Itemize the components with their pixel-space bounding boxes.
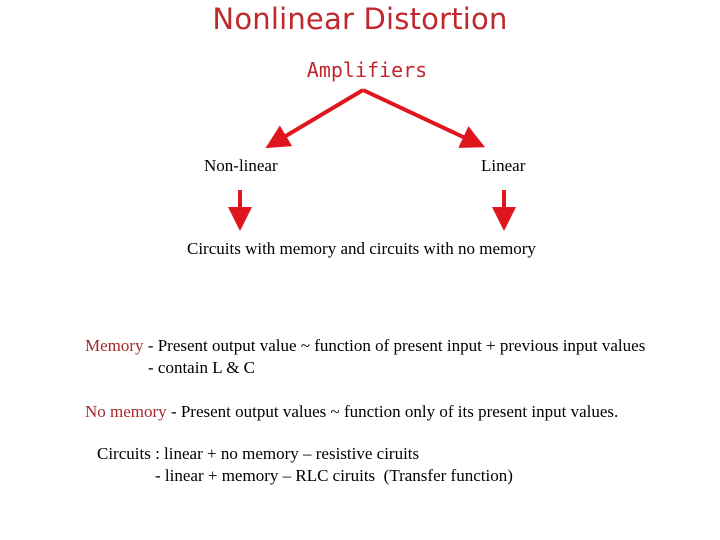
node-linear: Linear (481, 156, 526, 175)
root-node-amplifiers: Amplifiers (306, 58, 428, 82)
slide-title: Nonlinear Distortion (212, 2, 508, 36)
memory-definition (85, 336, 645, 356)
circuits-line-2: - linear + memory – RLC ciruits (Transfer function) (155, 466, 513, 485)
memory-subtext: - contain L & C (148, 358, 256, 377)
node-non-linear: Non-linear (204, 156, 278, 175)
arrow-to-linear (363, 90, 476, 143)
circuits-line-1: Circuits : linear + no memory – resistive ciruits (97, 444, 420, 463)
memory-term: Memory (85, 336, 144, 355)
memory-text: - Present output value ~ function of present input + previous input values (143, 336, 646, 355)
arrow-to-nonlinear (274, 90, 363, 143)
circuits-memory-line: Circuits with memory and circuits with no memory (187, 239, 536, 258)
no-memory-term: No memory (85, 402, 167, 421)
no-memory-text: - Present output values ~ function only of its present input values. (166, 402, 619, 421)
no-memory-definition (85, 402, 618, 422)
